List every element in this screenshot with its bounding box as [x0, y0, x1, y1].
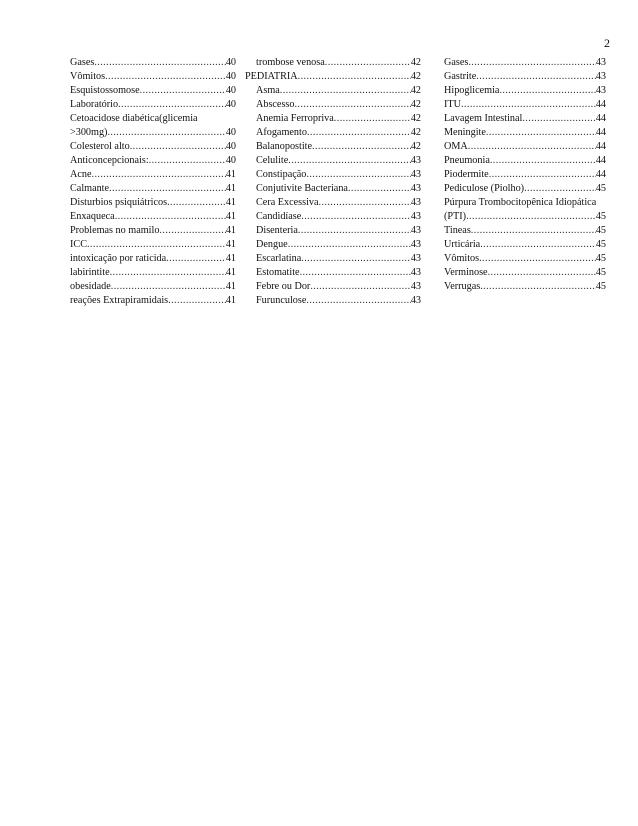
dot-leader: [280, 84, 411, 98]
toc-entry-title: Escarlatina: [256, 253, 302, 264]
page-number: 2: [604, 36, 610, 50]
toc-column-3: [444, 56, 606, 294]
toc-entry[interactable]: [245, 84, 421, 98]
toc-entry[interactable]: [444, 112, 606, 126]
dot-leader: [107, 126, 225, 140]
toc-entry-title: Balanopostite: [256, 141, 313, 152]
toc-entry-title: Cera Excessiva: [256, 197, 319, 208]
toc-entry-page: 45: [595, 211, 606, 222]
dot-leader: [110, 266, 226, 280]
dot-leader: [468, 140, 596, 154]
dot-leader: [130, 140, 226, 154]
toc-entry-page: 44: [595, 113, 606, 124]
toc-entry-page: 41: [225, 169, 236, 180]
toc-entry-title: Pneumonia: [444, 155, 490, 166]
toc-entry-title: Pediculose (Piolho): [444, 183, 525, 194]
toc-entry-title: Verminose: [444, 267, 488, 278]
toc-entry-title: Anticoncepcionais:: [70, 155, 149, 166]
dot-leader: [480, 280, 596, 294]
toc-entry[interactable]: [444, 140, 606, 154]
toc-entry-page: 42: [410, 113, 421, 124]
dot-leader: [348, 182, 411, 196]
toc-entry-page: 42: [410, 71, 421, 82]
dot-leader: [522, 112, 595, 126]
toc-entry-title: Hipoglicemia: [444, 85, 500, 96]
dot-leader: [486, 126, 596, 140]
toc-entry-title: PEDIATRIA: [245, 71, 298, 82]
toc-entry-title: Problemas no mamilo: [70, 225, 160, 236]
toc-entry[interactable]: [245, 112, 421, 126]
toc-entry-page: 40: [225, 155, 236, 166]
toc-entry-page: 43: [595, 85, 606, 96]
toc-entry[interactable]: [245, 154, 421, 168]
toc-entry-title: Conjutivite Bacteriana: [256, 183, 348, 194]
toc-entry[interactable]: [70, 224, 236, 238]
toc-entry-title: Furunculose: [256, 295, 307, 306]
toc-entry-title: Disturbios psiquiátricos: [70, 197, 168, 208]
toc-entry-page: 41: [225, 183, 236, 194]
toc-entry-page: 41: [225, 253, 236, 264]
toc-entry-title: reações Extrapiramidais: [70, 295, 169, 306]
toc-entry-page: 43: [410, 281, 421, 292]
toc-entry[interactable]: [70, 154, 236, 168]
toc-entry[interactable]: [245, 98, 421, 112]
dot-leader: [298, 70, 411, 84]
toc-entry-page: 43: [410, 295, 421, 306]
toc-entry[interactable]: [444, 210, 606, 224]
toc-entry-title: Asma: [256, 85, 280, 96]
toc-entry-title: OMA: [444, 141, 468, 152]
toc-entry-page: 41: [225, 211, 236, 222]
toc-entry[interactable]: [245, 168, 421, 182]
toc-entry-page: 44: [595, 155, 606, 166]
toc-entry-page: 41: [225, 281, 236, 292]
dot-leader: [334, 112, 411, 126]
toc-entry[interactable]: [444, 252, 606, 266]
toc-entry-page: 43: [410, 197, 421, 208]
toc-entry[interactable]: [70, 294, 236, 308]
dot-leader: [301, 210, 411, 224]
toc-entry[interactable]: [245, 126, 421, 140]
toc-entry-title: Dengue: [256, 239, 288, 250]
toc-entry-title: Urticária: [444, 239, 481, 250]
dot-leader: [480, 238, 596, 252]
toc-entry-page: 44: [595, 127, 606, 138]
toc-entry-title: (PTI): [444, 211, 467, 222]
toc-entry[interactable]: [245, 238, 421, 252]
toc-entry-title: Gastrite: [444, 71, 477, 82]
dot-leader: [149, 154, 226, 168]
dot-leader: [471, 224, 596, 238]
toc-entry[interactable]: [444, 224, 606, 238]
toc-entry-title: Piodermite: [444, 169, 489, 180]
toc-entry[interactable]: [70, 196, 236, 210]
dot-leader: [294, 98, 410, 112]
toc-entry[interactable]: [70, 112, 236, 126]
toc-entry-page: 40: [225, 99, 236, 110]
toc-entry[interactable]: [245, 56, 421, 70]
toc-entry-page: 40: [225, 141, 236, 152]
toc-entry-title: Enxaqueca: [70, 211, 115, 222]
dot-leader: [115, 210, 226, 224]
dot-leader: [499, 84, 595, 98]
toc-entry-page: 41: [225, 239, 236, 250]
dot-leader: [524, 182, 596, 196]
toc-entry[interactable]: [444, 280, 606, 294]
toc-entry[interactable]: [70, 140, 236, 154]
toc-entry[interactable]: [245, 210, 421, 224]
dot-leader: [105, 70, 226, 84]
toc-entry[interactable]: [444, 56, 606, 70]
toc-entry[interactable]: [444, 154, 606, 168]
dot-leader: [111, 280, 226, 294]
toc-entry-page: 43: [410, 253, 421, 264]
toc-column-1: [70, 56, 236, 308]
toc-entry-page: 40: [225, 85, 236, 96]
toc-entry[interactable]: [70, 238, 236, 252]
toc-entry[interactable]: [245, 252, 421, 266]
dot-leader: [298, 224, 411, 238]
dot-leader: [307, 126, 411, 140]
toc-entry-page: 44: [595, 141, 606, 152]
toc-entry-title: Gases: [70, 57, 95, 68]
toc-entry-title: Meningite: [444, 127, 486, 138]
toc-entry-title: Laboratório: [70, 99, 119, 110]
toc-entry[interactable]: [70, 168, 236, 182]
toc-entry-page: 42: [410, 99, 421, 110]
toc-entry-title: Acne: [70, 169, 92, 180]
dot-leader: [488, 266, 596, 280]
toc-entry-title: Celulite: [256, 155, 289, 166]
dot-leader: [301, 252, 411, 266]
toc-entry-page: 45: [595, 267, 606, 278]
dot-leader: [87, 238, 226, 252]
toc-entry[interactable]: [444, 266, 606, 280]
dot-leader: [461, 98, 596, 112]
toc-entry-title: obesidade: [70, 281, 111, 292]
toc-entry-title: Vômitos: [70, 71, 106, 82]
toc-entry-page: 43: [595, 71, 606, 82]
toc-entry[interactable]: [70, 252, 236, 266]
toc-entry[interactable]: [70, 84, 236, 98]
toc-entry-page: 45: [595, 183, 606, 194]
toc-entry[interactable]: [245, 224, 421, 238]
toc-entry[interactable]: [245, 266, 421, 280]
dot-leader: [300, 266, 411, 280]
toc-entry-page: 41: [225, 197, 236, 208]
toc-entry[interactable]: [70, 280, 236, 294]
dot-leader: [168, 294, 226, 308]
toc-entry-title: Disenteria: [256, 225, 298, 236]
toc-entry-page: 43: [410, 169, 421, 180]
toc-entry-title: Estomatite: [256, 267, 300, 278]
toc-column-2: [245, 56, 421, 308]
toc-entry[interactable]: [70, 182, 236, 196]
toc-entry[interactable]: [70, 266, 236, 280]
toc-entry-title: ICC: [70, 239, 87, 250]
toc-entry-page: 43: [410, 211, 421, 222]
toc-entry[interactable]: [444, 182, 606, 196]
toc-entry-page: 45: [595, 253, 606, 264]
toc-entry[interactable]: [245, 196, 421, 210]
toc-entry-title: Anemia Ferropriva: [256, 113, 334, 124]
dot-leader: [288, 238, 411, 252]
toc-entry-page: 43: [410, 155, 421, 166]
toc-entry-page: 42: [410, 127, 421, 138]
toc-entry-title: Calmante: [70, 183, 110, 194]
toc-entry[interactable]: [70, 98, 236, 112]
toc-entry[interactable]: [70, 126, 236, 140]
dot-leader: [288, 154, 411, 168]
toc-entry-title: labirintite: [70, 267, 110, 278]
dot-leader: [118, 98, 226, 112]
toc-entry-page: 43: [410, 183, 421, 194]
toc-entry-page: 42: [410, 141, 421, 152]
dot-leader: [306, 294, 410, 308]
toc-entry-title: intoxicação por raticida: [70, 253, 167, 264]
toc-entry-title: Verrugas: [444, 281, 481, 292]
toc-entry-page: 43: [410, 225, 421, 236]
toc-entry-title: Lavagem Intestinal: [444, 113, 523, 124]
dot-leader: [167, 196, 226, 210]
dot-leader: [490, 154, 596, 168]
toc-entry-title: Febre ou Dor: [256, 281, 311, 292]
dot-leader: [479, 252, 596, 266]
toc-entry-title: Vômitos: [444, 253, 480, 264]
dot-leader: [319, 196, 411, 210]
toc-entry-page: 42: [410, 85, 421, 96]
toc-entry-title: ITU: [444, 99, 461, 110]
toc-entry-title: Colesterol alto: [70, 141, 130, 152]
toc-entry-page: 41: [225, 225, 236, 236]
toc-entry-title: Gases: [444, 57, 469, 68]
toc-entry[interactable]: [245, 140, 421, 154]
toc-entry-title: Abscesso: [256, 99, 295, 110]
dot-leader: [109, 182, 226, 196]
dot-leader: [489, 168, 596, 182]
toc-entry[interactable]: [444, 98, 606, 112]
toc-entry-page: 45: [595, 239, 606, 250]
toc-entry-page: 41: [225, 295, 236, 306]
toc-entry[interactable]: [70, 210, 236, 224]
toc-entry[interactable]: [444, 168, 606, 182]
toc-entry-page: 43: [595, 57, 606, 68]
toc-entry-page: 41: [225, 267, 236, 278]
dot-leader: [325, 56, 411, 70]
dot-leader: [94, 56, 225, 70]
toc-entry-page: 40: [225, 127, 236, 138]
toc-entry-page: 43: [410, 267, 421, 278]
toc-entry[interactable]: [444, 70, 606, 84]
toc-entry-page: 44: [595, 169, 606, 180]
toc-entry-title: Cetoacidose diabética(glicemia: [70, 113, 198, 124]
toc-entry-page: 44: [595, 99, 606, 110]
toc-entry-title: Púrpura Trombocitopênica Idiopática: [444, 197, 597, 208]
toc-entry-page: 42: [410, 57, 421, 68]
dot-leader: [166, 252, 226, 266]
toc-entry[interactable]: [444, 84, 606, 98]
toc-entry[interactable]: [444, 196, 606, 210]
toc-entry-title: trombose venosa: [256, 57, 325, 68]
toc-entry[interactable]: [245, 70, 421, 84]
toc-entry-title: Afogamento: [256, 127, 307, 138]
toc-entry[interactable]: [70, 56, 236, 70]
toc-entry[interactable]: [70, 70, 236, 84]
dot-leader: [140, 84, 226, 98]
toc-entry-title: Constipação: [256, 169, 307, 180]
dot-leader: [306, 168, 410, 182]
toc-entry-page: 43: [410, 239, 421, 250]
toc-entry-page: 40: [225, 57, 236, 68]
toc-entry[interactable]: [245, 294, 421, 308]
toc-entry-title: Candidíase: [256, 211, 302, 222]
dot-leader: [310, 280, 410, 294]
toc-entry-title: Tineas: [444, 225, 471, 236]
toc-entry-page: 45: [595, 281, 606, 292]
toc-entry-page: 40: [225, 71, 236, 82]
toc-entry-page: 45: [595, 225, 606, 236]
dot-leader: [312, 140, 411, 154]
toc-entry-title: Esquistossomose: [70, 85, 140, 96]
dot-leader: [476, 70, 596, 84]
dot-leader: [468, 56, 595, 70]
toc-entry[interactable]: [444, 238, 606, 252]
toc-entry[interactable]: [245, 182, 421, 196]
toc-entry[interactable]: [245, 280, 421, 294]
toc-entry-title: >300mg): [70, 127, 108, 138]
dot-leader: [159, 224, 225, 238]
toc-entry[interactable]: [444, 126, 606, 140]
dot-leader: [466, 210, 596, 224]
dot-leader: [92, 168, 226, 182]
